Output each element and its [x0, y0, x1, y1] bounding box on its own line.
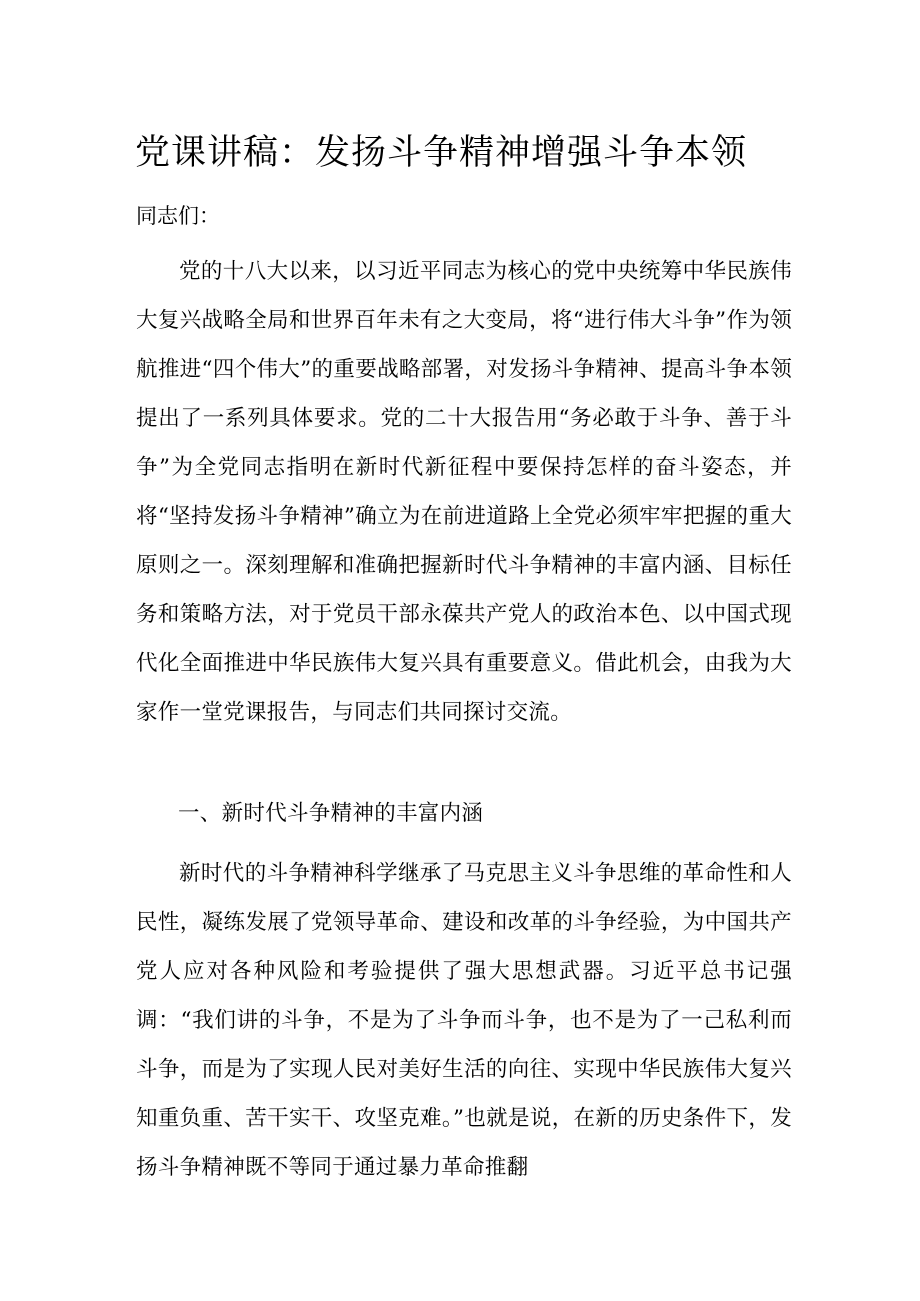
paragraph-section-one: 新时代的斗争精神科学继承了马克思主义斗争思维的革命性和人民性，凝练发展了党领导革命、建设和改革的斗争经验，为中国共产党人应对各种风险和考验提供了强大思想武器。习近平总书记强调：“我们讲的斗争，不是为了斗争而斗争，也不是为了一己私利而斗争，而是为了实现人民对美好生活的向往、实现中华民族伟大复兴知重负重、苦干实干、攻坚克难。”也就是说，在新的历史条件下，发扬斗争精神既不等同于通过暴力革命推翻: [136, 861, 792, 1180]
document-title: 党课讲稿：发扬斗争精神增强斗争本领: [135, 133, 748, 173]
paragraph-intro: 党的十八大以来，以习近平同志为核心的党中央统筹中华民族伟大复兴战略全局和世界百年未有之大变局，将“进行伟大斗争”作为领航推进“四个伟大”的重要战略部署，对发扬斗争精神、提高斗争本领提出了一系列具体要求。党的二十大报告用“务必敢于斗争、善于斗争”为全党同志指明在新时代新征程中要保持怎样的奋斗姿态，并将“坚持发扬斗争精神”确立为在前进道路上全党必须牢牢把握的重大原则之一。深刻理解和准确把握新时代斗争精神的丰富内涵、目标任务和策略方法，对于党员干部永葆共产党人的政治本色、以中国式现代化全面推进中华民族伟大复兴具有重要意义。借此机会，由我为大家作一堂党课报告，与同志们共同探讨交流。: [136, 259, 792, 725]
salutation: 同志们：: [136, 204, 220, 228]
section-heading: 一、新时代斗争精神的丰富内涵: [178, 801, 484, 826]
